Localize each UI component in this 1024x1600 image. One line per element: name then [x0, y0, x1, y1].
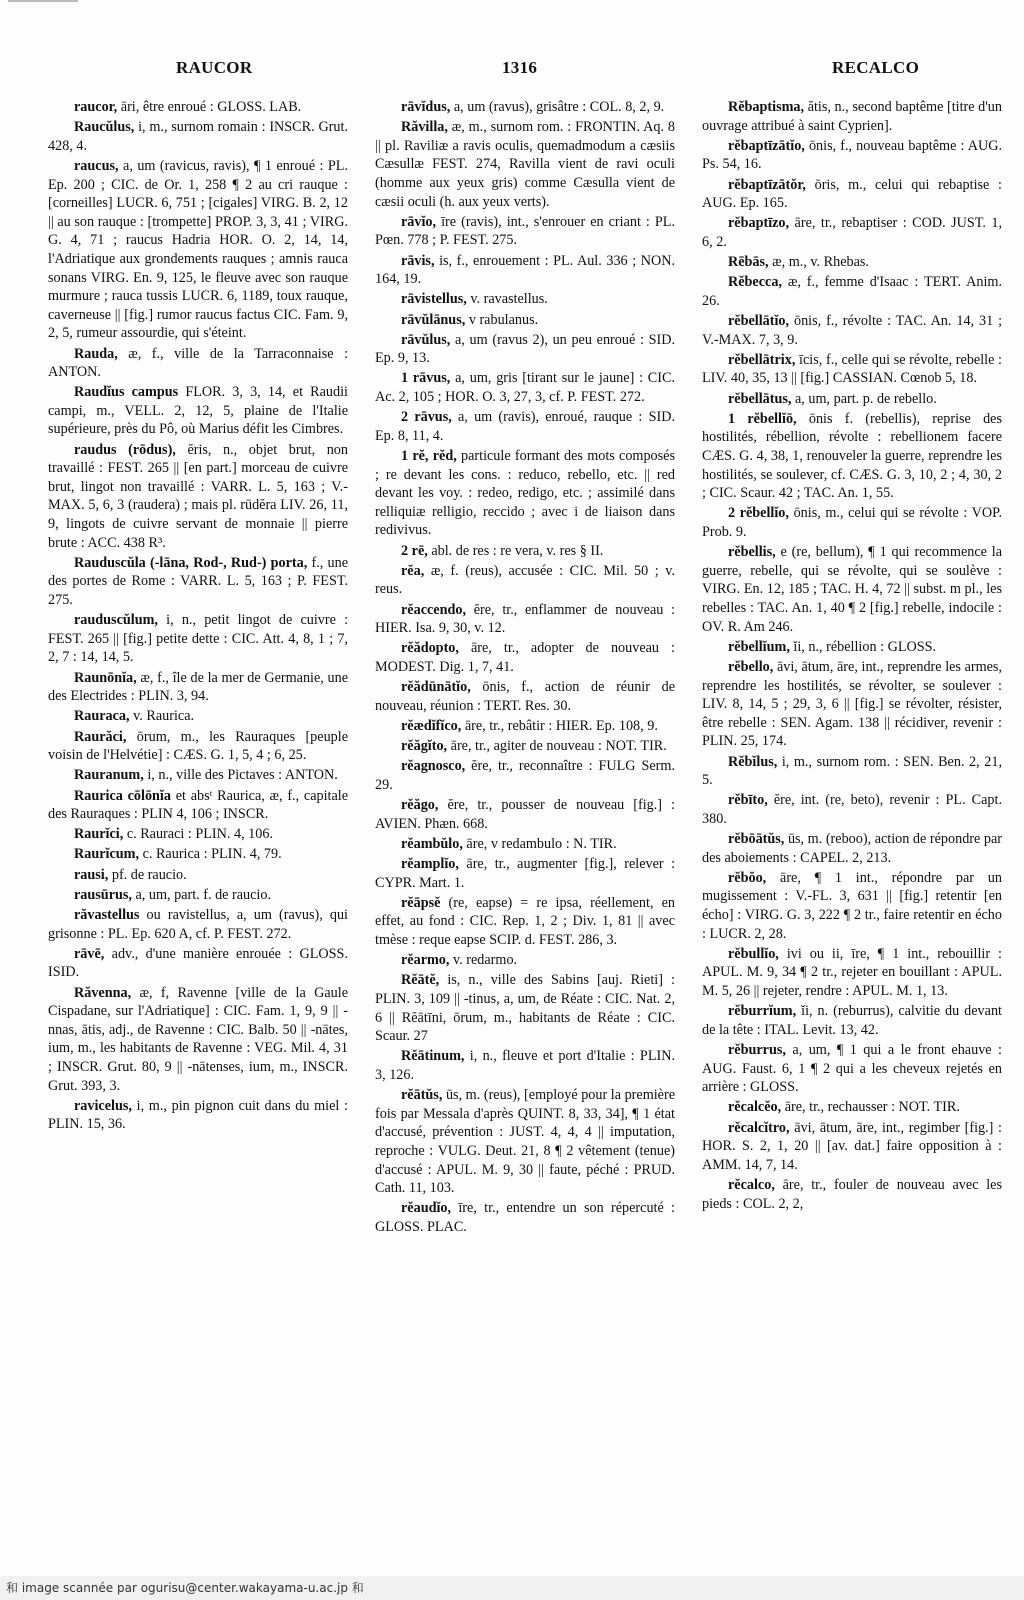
- dictionary-entry: [375, 855, 675, 892]
- header-left-guideword: RAUCOR: [176, 58, 253, 77]
- dictionary-entry: [702, 312, 1002, 349]
- dictionary-entry: [375, 98, 675, 117]
- entry-definition: ĕre, tr., pousser de nouveau [fig.] : AVIEN. Phæn. 668.: [375, 797, 675, 832]
- dictionary-entry: [48, 118, 348, 155]
- dictionary-column-2: [375, 98, 675, 1563]
- page-number: 1316: [502, 58, 538, 77]
- dictionary-entry: [375, 601, 675, 638]
- entry-definition: āre, ¶ 1 int., répondre par un mugissement : V.-FL. 3, 631 || [fig.] retentir [en écho] : VIRG. G. 3, 222 ¶ 2 tr., faire retentir en écho : LUCR. 2, 28.: [702, 869, 1002, 942]
- dictionary-entry: [702, 658, 1002, 751]
- dictionary-entry: [48, 945, 348, 982]
- entry-headword: Rĕātinum,: [401, 1048, 465, 1065]
- entry-definition: æ, m., surnom rom. : FRONTIN. Aq. 8 || pl. Raviliæ a ravis oculis, quemadmodum a cæsiis Cæsullæ FEST. 274, Ravilla vient de ravi oculi (homme aux yeux gris) comme Cæsulla vient de cæsii oculi (h. aux yeux verts).: [375, 119, 675, 210]
- entry-definition: a, um (ravus), grisâtre : COL. 8, 2, 9.: [453, 99, 665, 115]
- entry-headword: rĕbellātus,: [728, 390, 792, 407]
- entry-headword: 1 rĕbellĭō,: [728, 410, 797, 427]
- entry-definition: pf. de raucio.: [111, 866, 187, 883]
- entry-definition: f., une des portes de Rome : VARR. L. 5, 163 ; P. FEST. 275.: [48, 554, 348, 608]
- dictionary-entry: [375, 951, 675, 970]
- entry-definition: v. Raurica.: [133, 708, 195, 725]
- entry-headword: Raurica cōlōnĭa: [74, 787, 171, 804]
- scan-top-mark: [8, 0, 78, 2]
- entry-headword: Rauduscŭla (-lāna, Rod-, Rud-) porta,: [74, 554, 308, 571]
- entry-definition: āre, tr., rebâtir : HIER. Ep. 108, 9.: [464, 717, 658, 734]
- dictionary-entry: [702, 253, 1002, 272]
- entry-headword: rĕbellĭum,: [728, 638, 790, 655]
- entry-definition: æ, m., v. Rhebas.: [772, 254, 869, 271]
- dictionary-entry: [702, 273, 1002, 310]
- entry-definition: āre, tr., agiter de nouveau : NOT. TIR.: [450, 738, 667, 755]
- entry-definition: i, m., surnom rom. : SEN. Ben. 2, 21, 5.: [702, 753, 1002, 789]
- entry-definition: æ, f., ville de la Tarraconnaise : ANTON.: [48, 345, 348, 381]
- dictionary-entry: [702, 504, 1002, 541]
- dictionary-column-3: [702, 98, 1002, 1563]
- entry-headword: rĕbōātŭs,: [728, 831, 785, 848]
- dictionary-entry: [702, 137, 1002, 174]
- entry-headword: rĕcalcĕo,: [728, 1099, 782, 1116]
- dictionary-entry: [375, 971, 675, 1045]
- entry-headword: rĕbellātĭo,: [728, 313, 790, 330]
- entry-definition: i, m., surnom romain : INSCR. Grut. 428, 4.: [48, 119, 348, 154]
- entry-headword: 2 rāvus,: [401, 409, 452, 426]
- dictionary-entry: [375, 118, 675, 211]
- entry-definition: a, um (ravis), enroué, rauque : SID. Ep. 8, 11, 4.: [375, 409, 675, 444]
- entry-definition: ivi ou ii, īre, ¶ 1 int., rebouillir : APUL. M. 9, 34 ¶ 2 tr., rejeter en bouillant : APUL. M. 5, 26 || rejeter, rendre : APUL. M. 1, 13.: [702, 945, 1002, 999]
- dictionary-entry: [375, 213, 675, 250]
- entry-definition: (re, eapse) = re ipsa, réellement, en effet, au fond : CIC. Rep. 1, 2 ; Div. 1, 81 || avec tmèse : reque eapse SCIP. d. FEST. 286, 3.: [375, 894, 675, 948]
- entry-headword: rĕcalcĭtro,: [728, 1119, 790, 1136]
- entry-definition: a, um, gris [tirant sur le jaune] : CIC. Ac. 2, 105 ; HOR. O. 3, 27, 3, cf. P. FEST. 272.: [375, 370, 675, 406]
- entry-headword: rāvŭlānus,: [401, 311, 466, 328]
- dictionary-entry: [375, 796, 675, 833]
- dictionary-entry: [375, 447, 675, 540]
- entry-headword: rāvŭlus,: [401, 331, 451, 348]
- entry-headword: Rĕbaptisma,: [728, 99, 805, 115]
- entry-definition: e (re, bellum), ¶ 1 qui recommence la guerre, rebelle, qui se révolte, qui se soulève : VIRG. En. 12, 185 ; TAC. H. 4, 72 || subst. m pl., les rebelles : TAC. An. 1, 40 ¶ 2 [fig.] rebelle, indocile : OV. R. Am 246.: [702, 544, 1002, 635]
- entry-headword: rĕædĭfĭco,: [401, 717, 462, 734]
- dictionary-entry: [702, 410, 1002, 503]
- entry-definition: āre, tr., augmenter [fig.], relever : CYPR. Mart. 1.: [375, 856, 675, 891]
- dictionary-entry: [375, 408, 675, 445]
- entry-definition: æ, f., femme d'Isaac : TERT. Anim. 26.: [702, 274, 1002, 309]
- entry-headword: Raurĭci,: [74, 826, 124, 843]
- entry-headword: Rauraca,: [74, 708, 130, 725]
- entry-headword: Rĕbecca,: [728, 274, 782, 291]
- entry-headword: rāvĭo,: [401, 213, 437, 230]
- entry-headword: rĕădūnātĭo,: [401, 679, 471, 696]
- dictionary-entry: [702, 214, 1002, 251]
- dictionary-entry: [702, 543, 1002, 636]
- entry-headword: Rĕbĭlus,: [728, 753, 778, 770]
- entry-definition: i, n., petit lingot de cuivre : FEST. 265 || [fig.] petite dette : CIC. Att. 4, 8, 1 ; 7, 2, 7 : 14, 14, 5.: [48, 612, 348, 666]
- entry-definition: ōnis, f., nouveau baptême : AUG. Ps. 54, 16.: [702, 137, 1002, 173]
- dictionary-entry: [375, 737, 675, 756]
- entry-headword: Raudĭus campus: [74, 384, 179, 401]
- entry-headword: 1 rāvus,: [401, 370, 451, 387]
- entry-headword: rĕbello,: [728, 658, 774, 675]
- entry-definition: īre, tr., entendre un son répercuté : GLOSS. PLAC.: [375, 1200, 675, 1235]
- entry-headword: rĕbīto,: [728, 792, 768, 809]
- dictionary-entry: [702, 830, 1002, 867]
- entry-definition: a, um, ¶ 1 qui a le front ehauve : AUG. Faust. 6, 1 ¶ 2 qui a les cheveux rejetés en arrière : GLOSS.: [702, 1041, 1002, 1096]
- entry-headword: Raunōnĭa,: [74, 669, 137, 686]
- entry-definition: i, n., ville des Pictaves : ANTON.: [147, 767, 338, 784]
- page-header: [44, 58, 992, 84]
- entry-definition: āre, v redambulo : N. TIR.: [466, 835, 617, 852]
- entry-headword: 1 rĕ, rĕd,: [401, 448, 457, 465]
- entry-definition: abl. de res : re vera, v. res § II.: [431, 542, 604, 559]
- entry-definition: is, f., enrouement : PL. Aul. 336 ; NON. 164, 19.: [375, 252, 675, 288]
- dictionary-entry: [702, 869, 1002, 943]
- entry-headword: rausi,: [74, 866, 109, 883]
- entry-definition: v. ravastellus.: [470, 291, 548, 308]
- dictionary-entry: [48, 157, 348, 343]
- entry-headword: Rēbās,: [728, 254, 769, 271]
- dictionary-entry: [48, 866, 348, 885]
- entry-definition: īcis, f., celle qui se révolte, rebelle : LIV. 40, 35, 13 || [fig.] CASSIAN. Cœnob 5, 18.: [702, 351, 1002, 387]
- dictionary-entry: [48, 845, 348, 864]
- entry-definition: āre, tr., adopter de nouveau : MODEST. Dig. 1, 7, 41.: [375, 640, 675, 675]
- entry-headword: rĕbellis,: [728, 544, 776, 561]
- entry-definition: c. Raurica : PLIN. 4, 79.: [142, 846, 282, 863]
- entry-definition: æ, f. (reus), accusée : CIC. Mil. 50 ; v. reus.: [375, 562, 675, 598]
- entry-headword: rĕbaptīzo,: [728, 215, 790, 232]
- dictionary-entry: [702, 390, 1002, 409]
- dictionary-entry: [702, 945, 1002, 1001]
- entry-headword: rāvistellus,: [401, 291, 467, 308]
- entry-definition: æ, f, Ravenne [ville de la Gaule Cispadane, sur l'Adriatique] : CIC. Fam. 1, 9, 9 || -nnas, ātis, adj., de Ravenne : CIC. Balb. 50 || -nātes, ium, m., les habitants de Ravenne : VEG. Mil. 4, 31 ; INSCR. Grut. 80, 9 || -nātenses, ium, m., INSCR. Grut. 393, 3.: [48, 984, 348, 1094]
- entry-headword: rĕbaptīzātĭo,: [728, 137, 805, 154]
- dictionary-entry: [48, 766, 348, 785]
- dictionary-entry: [702, 1041, 1002, 1097]
- dictionary-entry: [375, 331, 675, 368]
- dictionary-entry: [375, 252, 675, 289]
- dictionary-entry: [375, 678, 675, 715]
- entry-definition: ōnis, f., action de réunir de nouveau, réunion : TERT. Res. 30.: [375, 679, 675, 714]
- dictionary-entry: [702, 1002, 1002, 1039]
- entry-headword: rāvĭdus,: [401, 99, 451, 115]
- dictionary-entry: [48, 1097, 348, 1134]
- entry-definition: āre, tr., fouler de nouveau avec les pieds : COL. 2, 2,: [702, 1176, 1002, 1212]
- entry-definition: i, n., fleuve et port d'Italie : PLIN. 3, 126.: [375, 1048, 675, 1083]
- entry-definition: ūs, m. (reus), [employé pour la première fois par Messala d'après QUINT. 8, 33, 34], ¶ 1 état d'accusé, prévention : JUST. 4, 4, 4 || imputation, reproche : VULG. Deut. 21, 8 ¶ 2 vêtement (tenue) d'accusé : APUL. M. 9, 30 || faute, péché : PRUD. Cath. 11, 103.: [375, 1087, 675, 1197]
- dictionary-entry: [48, 554, 348, 610]
- dictionary-entry: [48, 441, 348, 553]
- entry-definition: ĕre, int. (re, beto), revenir : PL. Capt. 380.: [702, 792, 1002, 827]
- dictionary-entry: [375, 290, 675, 309]
- entry-definition: adv., d'une manière enrouée : GLOSS. ISID.: [48, 945, 348, 981]
- entry-definition: āvi, ātum, āre, int., regimber [fig.] : HOR. S. 2, 1, 20 || [av. dat.] faire opposition à : AMM. 14, 7, 14.: [702, 1119, 1002, 1173]
- entry-headword: rĕcalco,: [728, 1176, 775, 1193]
- dictionary-entry: [702, 351, 1002, 388]
- entry-headword: rāvis,: [401, 252, 435, 269]
- entry-definition: c. Rauraci : PLIN. 4, 106.: [126, 826, 273, 843]
- dictionary-entry: [48, 611, 348, 667]
- entry-headword: Rauranum,: [74, 767, 144, 784]
- entry-definition: particule formant des mots composés ; re devant les cons. : reduco, rebello, etc. || red devant les voy. : redeo, redigo, etc. ; assimilé dans relliquiæ relligio, reccido ; avec i de liaison dans redivivus.: [375, 448, 675, 539]
- entry-headword: Rauda,: [74, 345, 118, 362]
- entry-definition: ōris, m., celui qui rebaptise : AUG. Ep. 165.: [702, 176, 1002, 212]
- dictionary-entry: [48, 906, 348, 943]
- entry-headword: rāvē,: [74, 945, 105, 962]
- entry-headword: raucor,: [74, 99, 118, 115]
- entry-headword: rĕăgĭto,: [401, 738, 448, 755]
- entry-headword: rĕbellātrix,: [728, 351, 796, 368]
- entry-definition: ōnis, m., celui qui se révolte : VOP. Prob. 9.: [702, 505, 1002, 540]
- dictionary-entry: [702, 1119, 1002, 1175]
- entry-definition: a, um, part. p. de rebello.: [795, 390, 937, 407]
- dictionary-entry: [48, 383, 348, 439]
- entry-definition: ōrum, m., les Rauraques [peuple voisin de l'Helvétie] : CÆS. G. 1, 5, 4 ; 6, 25.: [48, 728, 348, 764]
- entry-definition: et absᵗ Raurica, æ, f., capitale des Rauraques : PLIN 4, 106 ; INSCR.: [48, 787, 348, 823]
- entry-headword: Raurĭcum,: [74, 846, 140, 863]
- entry-headword: rĕāpsĕ: [401, 894, 441, 911]
- entry-headword: rĕarmo,: [401, 952, 450, 969]
- dictionary-entry: [375, 1047, 675, 1084]
- dictionary-entry: [48, 886, 348, 905]
- entry-definition: ĕris, n., objet brut, non travaillé : FEST. 265 || [en part.] morceau de cuivre brut, lingot non travaillé : VARR. L. 5, 163 ; V.-MAX. 5, 6, 3 (raudera) ; mais pl. rūdĕra LIV. 26, 11, 9, lingots de cuivre servant de monnaie || pierre brute : ACC. 438 R³.: [48, 441, 348, 551]
- entry-definition: ūs, m. (reboo), action de répondre par des aboiements : CAPEL. 2, 213.: [702, 831, 1002, 866]
- entry-definition: is, n., ville des Sabins [auj. Rieti] : PLIN. 3, 109 || -tinus, a, um, de Réate : CIC. Nat. 2, 6 || Rĕātīni, ōrum, m., habitants de Réate : CIC. Scaur. 27: [375, 972, 675, 1045]
- entry-definition: ōnis f. (rebellis), reprise des hostilités, rébellion, révolte : rebellionem facere CÆS. G. 4, 38, 1, renouveler la guerre, reprendre les hostilités, se soulever, cf. CÆS. G. 3, 10, 2 ; 4, 30, 2 ; CIC. Scaur. 42 ; TAC. An. 1, 55.: [702, 410, 1002, 502]
- entry-definition: āre, tr., rebaptiser : COD. JUST. 1, 6, 2.: [702, 215, 1002, 250]
- dictionary-entry: [48, 707, 348, 726]
- dictionary-entry: [375, 757, 675, 794]
- dictionary-column-1: [48, 98, 348, 1563]
- entry-headword: rĕamplĭo,: [401, 856, 459, 873]
- entry-headword: rausūrus,: [74, 886, 132, 903]
- dictionary-entry: [48, 728, 348, 765]
- entry-definition: āri, être enroué : GLOSS. LAB.: [120, 99, 302, 115]
- entry-definition: īre (ravis), int., s'enrouer en criant : PL. Pœn. 778 ; P. FEST. 275.: [375, 213, 675, 249]
- entry-headword: rĕagnosco,: [401, 758, 466, 775]
- entry-definition: a, um, part. f. de raucio.: [135, 886, 272, 903]
- entry-definition: āre, tr., rechausser : NOT. TIR.: [784, 1099, 960, 1116]
- entry-headword: rĕa,: [401, 562, 425, 579]
- entry-headword: rĕburrus,: [728, 1041, 786, 1058]
- dictionary-entry: [48, 98, 348, 117]
- dictionary-entry: [375, 1199, 675, 1236]
- dictionary-entry: [375, 894, 675, 950]
- entry-headword: răvastellus: [74, 907, 140, 924]
- entry-definition: v. redarmo.: [453, 952, 518, 969]
- entry-headword: ravicelus,: [74, 1097, 132, 1114]
- entry-headword: rĕădopto,: [401, 640, 459, 657]
- entry-definition: a, um (ravicus, ravis), ¶ 1 enroué : PL. Ep. 200 ; CIC. de Or. 1, 258 ¶ 2 au cri rauque : [corneilles] LUCR. 6, 751 ; [cigales] VIRG. B. 2, 12 || au son rauque : [trompette] PROP. 3, 3, 41 ; VIRG. G. 4, 71 ; raucus Hadria HOR. O. 2, 14, 14, l'Adriatique aux grondements rauques ; amnis rauca sonans VIRG. En. 9, 125, le fleuve avec son rauque murmure ; rauca tussis LUCR. 6, 1189, toux rauque, caverneuse || [fig.] rumor raucus factus CIC. Fam. 9, 2, 5, rumeur assourdie, qui s'éteint.: [48, 157, 348, 342]
- entry-headword: raudus (rōdus),: [74, 441, 176, 458]
- dictionary-entry: [702, 791, 1002, 828]
- header-right-guideword: RECALCO: [832, 58, 920, 77]
- entry-definition: ătis, n., second baptême [titre d'un ouvrage attribué à saint Cyprien].: [702, 99, 1002, 134]
- entry-headword: rĕbaptīzātŏr,: [728, 176, 806, 193]
- entry-headword: Rĕātĕ,: [401, 972, 440, 989]
- entry-definition: ōnis, f., révolte : TAC. An. 14, 31 ; V.-MAX. 7, 3, 9.: [702, 313, 1002, 348]
- entry-headword: raucus,: [74, 157, 119, 174]
- dictionary-entry: [48, 787, 348, 824]
- entry-headword: rĕaudĭo,: [401, 1200, 452, 1217]
- dictionary-entry: [702, 98, 1002, 135]
- entry-headword: rĕbŏo,: [728, 869, 767, 886]
- entry-definition: i, m., pin pignon cuit dans du miel : PLIN. 15, 36.: [48, 1097, 348, 1133]
- scan-footer: 和 image scannée par ogurisu@center.wakayama-u.ac.jp 和: [0, 1576, 1024, 1600]
- entry-headword: rĕburrĭum,: [728, 1003, 797, 1020]
- entry-headword: rĕambŭlo,: [401, 835, 463, 852]
- dictionary-entry: [702, 176, 1002, 213]
- entry-definition: FLOR. 3, 3, 14, et Raudii campi, m., VELL. 2, 12, 5, plaine de l'Italie supérieure, près du Pô, où Marius défit les Cimbres.: [48, 384, 348, 438]
- dictionary-entry: [702, 753, 1002, 790]
- entry-definition: ĭi, n., rébellion : GLOSS.: [793, 638, 937, 655]
- entry-definition: æ, f., île de la mer de Germanie, une des Electrides : PLIN. 3, 94.: [48, 669, 348, 705]
- entry-headword: 2 rĕbellĭo,: [728, 505, 789, 522]
- entry-headword: Raucŭlus,: [74, 119, 135, 136]
- entry-headword: Răvenna,: [74, 984, 132, 1001]
- dictionary-entry: [375, 542, 675, 561]
- entry-headword: rĕaccendo,: [401, 601, 467, 618]
- entry-definition: ĭi, n. (reburrus), calvitie du devant de la tête : ITAL. Levit. 13, 42.: [702, 1003, 1002, 1038]
- dictionary-entry: [702, 1176, 1002, 1213]
- entry-headword: Răvilla,: [401, 119, 448, 136]
- dictionary-entry: [702, 638, 1002, 657]
- dictionary-entry: [375, 311, 675, 330]
- entry-headword: 2 rē,: [401, 542, 428, 559]
- entry-headword: rĕātŭs,: [401, 1087, 443, 1104]
- entry-headword: rauduscŭlum,: [74, 612, 158, 629]
- dictionary-entry: [48, 984, 348, 1096]
- dictionary-entry: [375, 562, 675, 599]
- dictionary-entry: [375, 717, 675, 736]
- entry-definition: v rabulanus.: [468, 311, 539, 328]
- dictionary-entry: [702, 1098, 1002, 1117]
- entry-definition: āvi, ātum, āre, int., reprendre les armes, reprendre les hostilités, se révolter, se soulever : LIV. 8, 14, 5 ; 29, 3, 6 || [fig.] se révolter, résister, être rebelle : SEN. Agam. 138 || récidiver, revenir : PLIN. 25, 174.: [702, 658, 1002, 750]
- entry-definition: a, um (ravus 2), un peu enroué : SID. Ep. 9, 13.: [375, 331, 675, 367]
- dictionary-entry: [48, 825, 348, 844]
- entry-definition: ĕre, tr., reconnaître : FULG Serm. 29.: [375, 758, 675, 793]
- dictionary-entry: [375, 369, 675, 406]
- entry-definition: ĕre, tr., enflammer de nouveau : HIER. Isa. 9, 30, v. 12.: [375, 601, 675, 637]
- dictionary-entry: [375, 835, 675, 854]
- entry-headword: rĕbullĭo,: [728, 945, 779, 962]
- entry-headword: Raurăci,: [74, 728, 127, 745]
- dictionary-entry: [48, 669, 348, 706]
- entry-headword: rĕăgo,: [401, 797, 439, 814]
- dictionary-entry: [375, 639, 675, 676]
- entry-definition: ou ravistellus, a, um (ravus), qui grisonne : PL. Ep. 620 A, cf. P. FEST. 272.: [48, 907, 348, 942]
- dictionary-entry: [48, 345, 348, 382]
- dictionary-entry: [375, 1086, 675, 1198]
